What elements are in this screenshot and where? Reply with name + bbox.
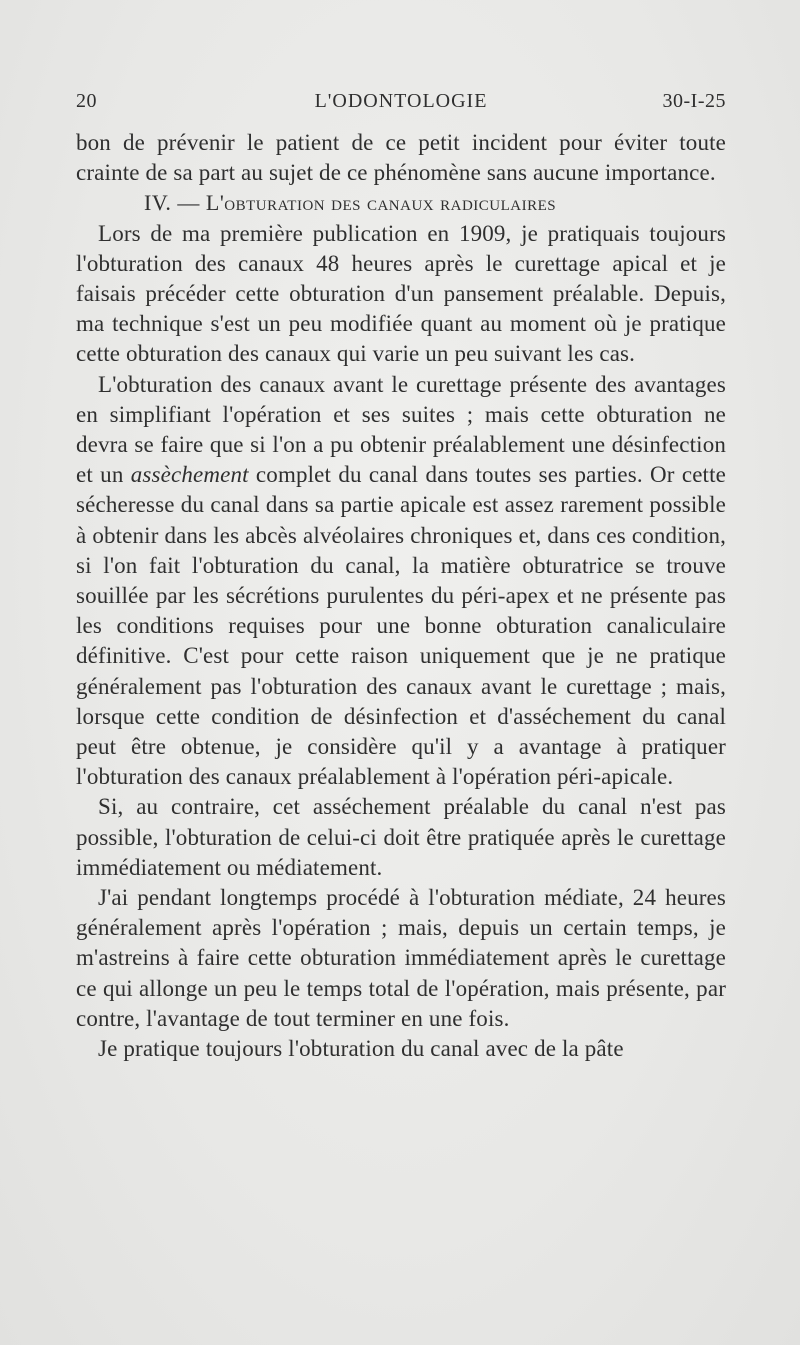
- paragraph: [76, 370, 726, 793]
- italic-term: assèchement: [130, 462, 249, 488]
- article-body: [76, 128, 726, 1064]
- issue-date: 30-I-25: [662, 90, 726, 112]
- paragraph-continuation: bon de prévenir le patient de ce petit incident pour éviter toute crainte de sa part au sujet de ce phénomène sans aucune importance.: [76, 130, 726, 186]
- paragraph: J'ai pendant longtemps procédé à l'obturation médiate, 24 heures généralement après l'opération ; mais, depuis un certain temps, je m'astreins à faire cette obturation immédiatement après le curettage ce qui allonge un peu le temps total de l'opération, mais présente, par contre, l'avantage de tout terminer en une fois.: [76, 885, 726, 1031]
- paragraph: Je pratique toujours l'obturation du canal avec de la pâte: [98, 1036, 624, 1062]
- running-header: [76, 90, 726, 120]
- journal-title: L'ODONTOLOGIE: [314, 90, 488, 112]
- paragraph-text: L'obturation des canaux avant le curettage présente des avantages en simplifiant l'opération et ses suites ; mais cette obturation ne devra se faire que si l'on a pu obtenir préalablement une désinfection et un: [76, 371, 726, 488]
- section-number: IV. —: [144, 190, 206, 216]
- section-heading: [76, 188, 726, 218]
- paragraph: Lors de ma première publication en 1909, je pratiquais toujours l'obturation des canaux 48 heures après le curettage apical et je faisais précéder cette obturation d'un pansement préalable. Depuis, ma technique s'est un peu modifiée quant au moment où je pratique cette obturation des canaux qui varie un peu suivant les cas.: [76, 220, 726, 367]
- section-title: L'obturation des canaux radiculaires: [205, 190, 557, 216]
- paragraph: Si, au contraire, cet asséchement préalable du canal n'est pas possible, l'obturation de celui-ci doit être pratiquée après le curettage immédiatement ou médiatement.: [76, 794, 726, 880]
- page-number: 20: [76, 90, 97, 112]
- paragraph-text: complet du canal dans toutes ses parties. Or cette sécheresse du canal dans sa partie apicale est assez rarement possible à obtenir dans les abcès alvéolaires chroniques et, dans ces condition, si l'on fait l'obturation du canal, la matière obturatrice se trouve souillée par les sécrétions purulentes du péri-apex et ne présente pas les conditions requises pour une bonne obturation canaliculaire définitive. C'est pour cette raison uniquement que je ne pratique généralement pas l'obturation des canaux avant le curettage ; mais, lorsque cette condition de désinfection et d'asséchement du canal peut être obtenue, je considère qu'il y a avantage à pratiquer l'obturation des canaux préalablement à l'opération péri-apicale.: [76, 462, 726, 790]
